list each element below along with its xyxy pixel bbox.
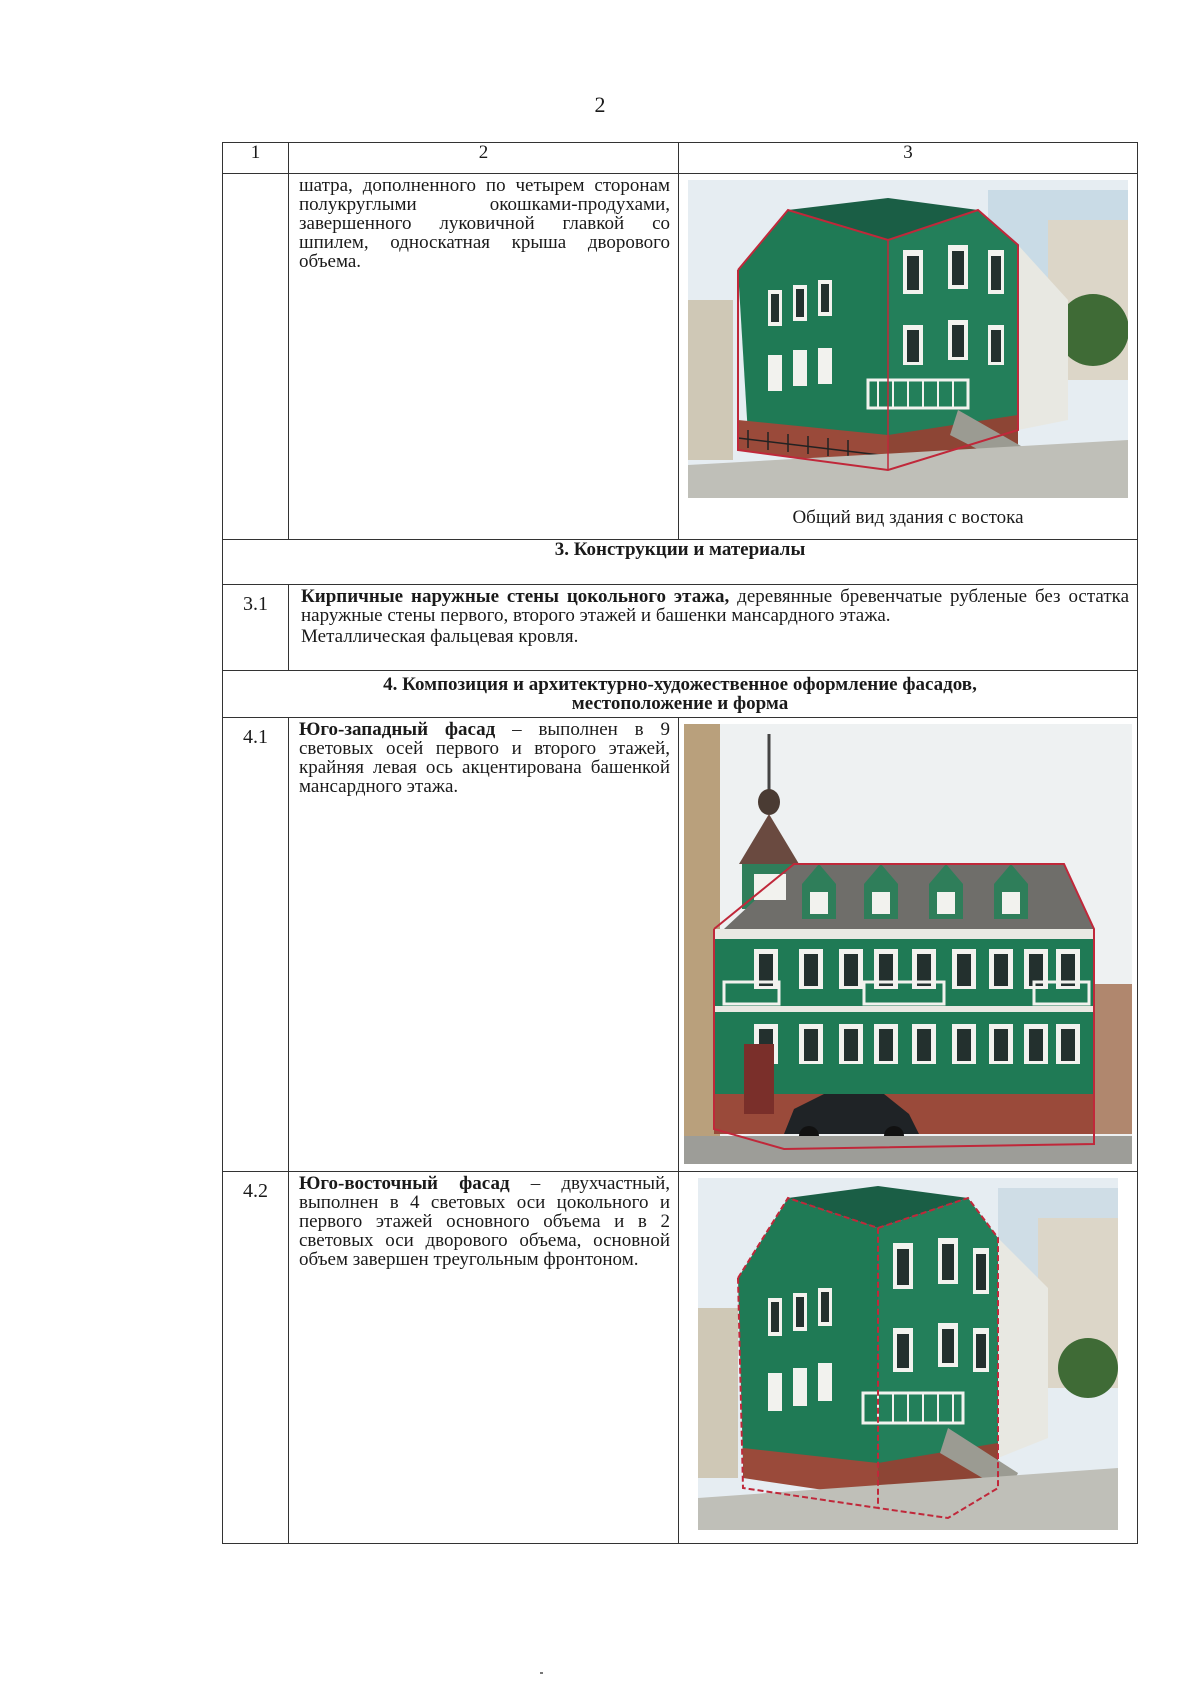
southeast-facade-photo	[698, 1178, 1118, 1530]
section-4-title-line-1: 4. Композиция и архитектурно-художественное оформление фасадов,	[383, 674, 977, 695]
continued-description: шатра, дополненного по четырем сторонам полукруглыми окошками-продухами, завершенного луковичной главкой со шпилем, односкатная крыша дворового объема.	[289, 174, 679, 540]
row-4-2-text: – двухчастный, выполнен в 4 световых оси цокольного и первого этажей основного объема и в 2 световых оси дворового объема, основной объем завершен треугольным фронтоном.	[299, 1173, 670, 1270]
southwest-facade-cell	[679, 718, 1138, 1172]
section-4-heading-row	[223, 671, 1138, 718]
row-3-1-text: деревянные бревенчатые рубленые без остатка наружные стены первого, второго этажей и башенки мансардного этажа.	[301, 586, 1130, 626]
southwest-facade-photo	[684, 724, 1132, 1164]
east-view-photo	[688, 180, 1128, 498]
table-row-4-1	[223, 718, 1138, 1172]
east-view-cell	[679, 174, 1138, 540]
row-4-1-text: – выполнен в 9 световых осей первого и второго этажей, крайняя левая ось акцентирована башенкой мансардного этажа.	[299, 719, 670, 797]
heritage-table	[222, 142, 1138, 1544]
header-col-2: 2	[289, 143, 679, 174]
row-4-1-description	[289, 718, 679, 1172]
table-header-row	[223, 143, 1138, 174]
row-4-2-description	[289, 1172, 679, 1544]
row-number-empty	[223, 174, 289, 540]
row-4-2-bold: Юго-восточный фасад	[299, 1173, 510, 1194]
header-col-1: 1	[223, 143, 289, 174]
row-3-1-bold: Кирпичные наружные стены цокольного этажа,	[301, 586, 730, 607]
row-number-3-1: 3.1	[223, 585, 289, 671]
page-number: 2	[594, 92, 606, 117]
row-number-4-1: 4.1	[223, 718, 289, 1172]
east-view-caption: Общий вид здания с востока	[792, 507, 1024, 528]
table-row-continued	[223, 174, 1138, 540]
table-row-4-2	[223, 1172, 1138, 1544]
section-4-title-line-2: местоположение и форма	[571, 693, 789, 714]
section-3-heading-row	[223, 540, 1138, 585]
row-4-1-bold: Юго-западный фасад	[299, 719, 496, 740]
row-number-4-2: 4.2	[223, 1172, 289, 1544]
table-row-3-1	[223, 585, 1138, 671]
row-3-1-description	[289, 585, 1138, 671]
section-4-title	[223, 671, 1138, 718]
header-col-3: 3	[679, 143, 1138, 174]
row-3-1-roof: Металлическая фальцевая кровля.	[301, 626, 579, 647]
southeast-facade-cell	[679, 1172, 1138, 1544]
section-3-title: 3. Конструкции и материалы	[223, 540, 1138, 585]
scan-speck	[540, 1672, 543, 1674]
